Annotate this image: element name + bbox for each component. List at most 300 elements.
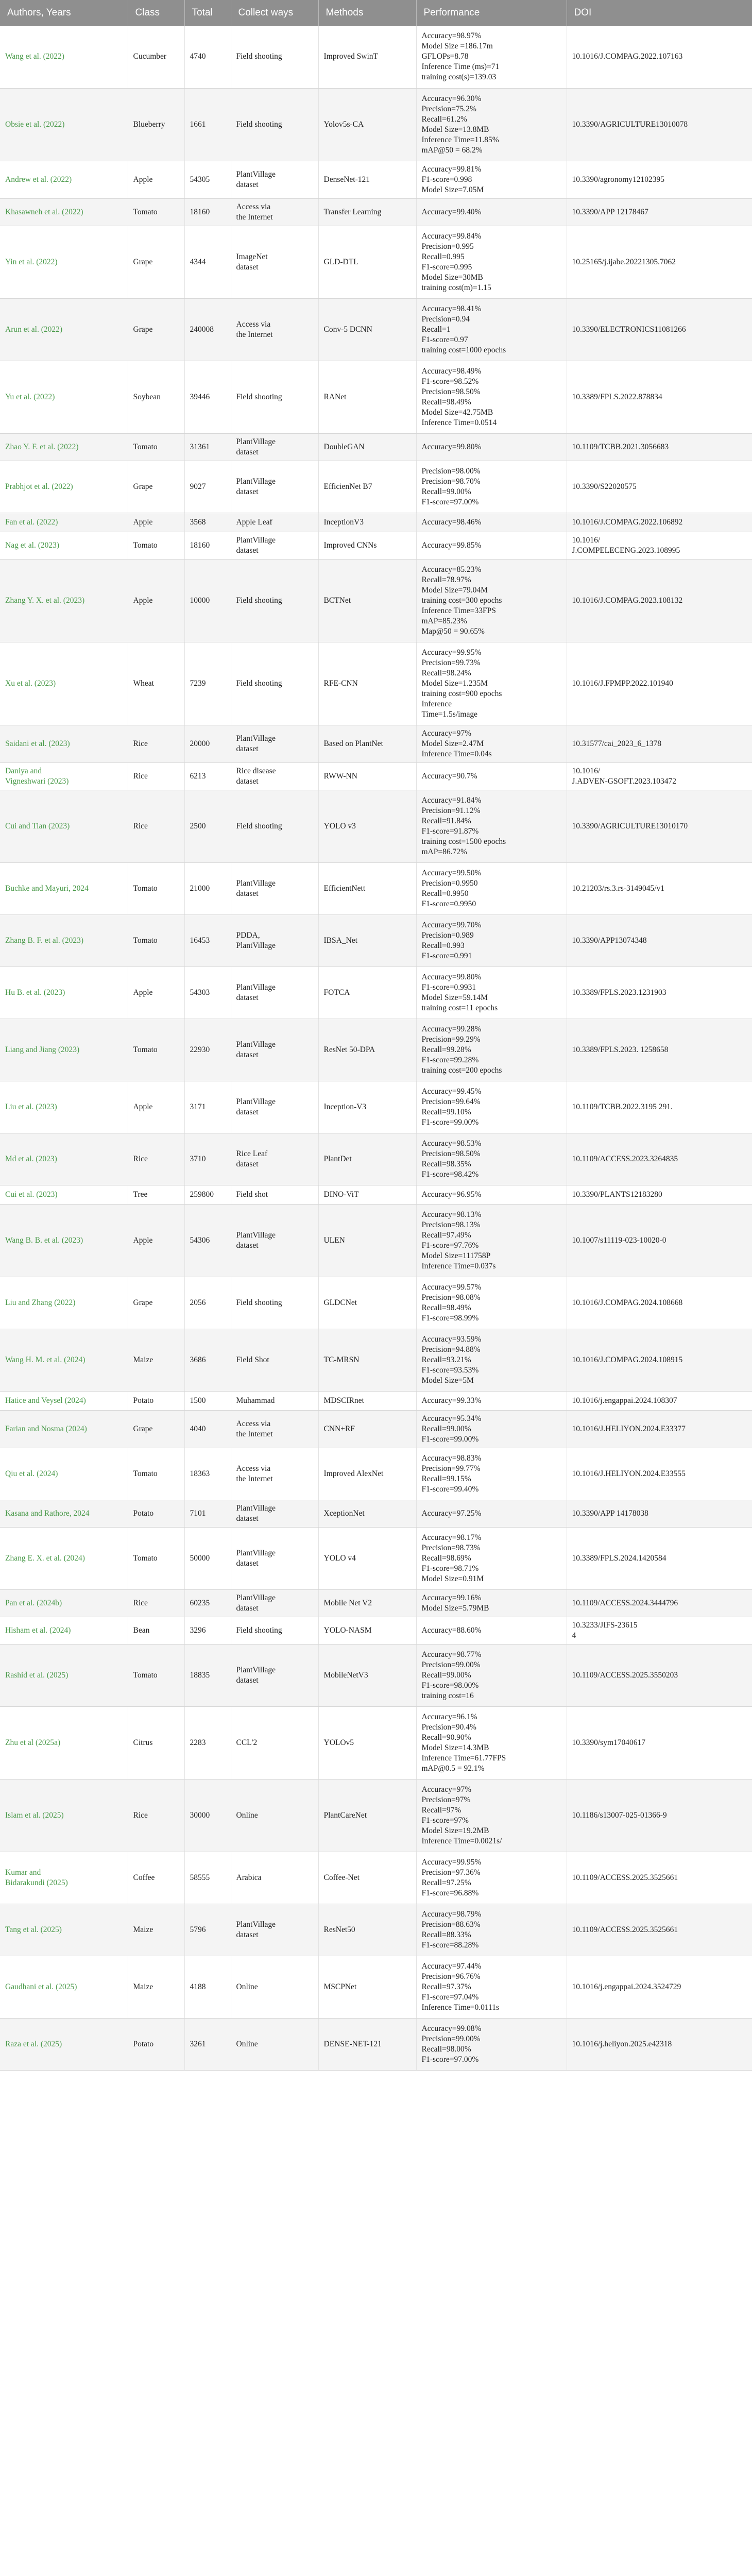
author-cell[interactable]: Xu et al. (2023) bbox=[0, 642, 128, 725]
total-cell: 54306 bbox=[184, 1204, 231, 1277]
performance-cell: Accuracy=98.41% Precision=0.94 Recall=1 F1-score=0.97 training cost=1000 epochs bbox=[416, 298, 567, 361]
performance-cell: Accuracy=96.95% bbox=[416, 1185, 567, 1204]
collect-ways-cell: Field shooting bbox=[231, 1617, 318, 1644]
class-cell: Maize bbox=[128, 1956, 184, 2018]
author-cell[interactable]: Yin et al. (2022) bbox=[0, 226, 128, 298]
method-cell: GLD-DTL bbox=[318, 226, 416, 298]
author-cell[interactable]: Obsie et al. (2022) bbox=[0, 88, 128, 161]
collect-ways-cell: Rice disease dataset bbox=[231, 762, 318, 790]
class-cell: Potato bbox=[128, 1500, 184, 1527]
performance-cell: Accuracy=99.85% bbox=[416, 532, 567, 559]
table-row bbox=[0, 1527, 752, 1589]
author-cell[interactable]: Wang B. B. et al. (2023) bbox=[0, 1204, 128, 1277]
author-cell[interactable]: Islam et al. (2025) bbox=[0, 1779, 128, 1852]
performance-cell: Accuracy=99.40% bbox=[416, 198, 567, 226]
collect-ways-cell: PlantVillage dataset bbox=[231, 862, 318, 914]
total-cell: 31361 bbox=[184, 433, 231, 461]
method-cell: MSCPNet bbox=[318, 1956, 416, 2018]
doi-cell[interactable]: 10.1016/J.COMPAG.2022.107163 bbox=[567, 26, 752, 88]
table-row bbox=[0, 88, 752, 161]
table-row bbox=[0, 1019, 752, 1081]
method-cell: EfficienNet B7 bbox=[318, 461, 416, 513]
class-cell: Apple bbox=[128, 513, 184, 532]
table-row bbox=[0, 26, 752, 88]
collect-ways-cell: Arabica bbox=[231, 1852, 318, 1904]
doi-cell[interactable]: 10.3390/AGRICULTURE13010078 bbox=[567, 88, 752, 161]
collect-ways-cell: Field shooting bbox=[231, 790, 318, 862]
doi-cell[interactable]: 10.3390/ELECTRONICS11081266 bbox=[567, 298, 752, 361]
method-cell: Improved CNNs bbox=[318, 532, 416, 559]
performance-cell: Accuracy=99.16% Model Size=5.79MB bbox=[416, 1589, 567, 1617]
class-cell: Apple bbox=[128, 1204, 184, 1277]
collect-ways-cell: Access via the Internet bbox=[231, 1448, 318, 1500]
table-row bbox=[0, 1133, 752, 1185]
collect-ways-cell: PlantVillage dataset bbox=[231, 725, 318, 762]
author-cell[interactable]: Zhang B. F. et al. (2023) bbox=[0, 914, 128, 967]
method-cell: DENSE-NET-121 bbox=[318, 2018, 416, 2070]
method-cell: Improved SwinT bbox=[318, 26, 416, 88]
method-cell: Yolov5s-CA bbox=[318, 88, 416, 161]
total-cell: 54305 bbox=[184, 161, 231, 198]
method-cell: GLDCNet bbox=[318, 1277, 416, 1329]
header-row bbox=[0, 0, 752, 26]
total-cell: 21000 bbox=[184, 862, 231, 914]
performance-cell: Accuracy=98.46% bbox=[416, 513, 567, 532]
performance-cell: Accuracy=99.84% Precision=0.995 Recall=0.995 F1-score=0.995 Model Size=30MB training cost(m)=1.15 bbox=[416, 226, 567, 298]
total-cell: 4040 bbox=[184, 1410, 231, 1448]
method-cell: YOLO-NASM bbox=[318, 1617, 416, 1644]
header-total: Total bbox=[184, 0, 231, 26]
total-cell: 4740 bbox=[184, 26, 231, 88]
total-cell: 2283 bbox=[184, 1706, 231, 1779]
method-cell: YOLOv5 bbox=[318, 1706, 416, 1779]
author-cell[interactable]: Liang and Jiang (2023) bbox=[0, 1019, 128, 1081]
collect-ways-cell: Apple Leaf bbox=[231, 513, 318, 532]
class-cell: Rice bbox=[128, 1589, 184, 1617]
class-cell: Tomato bbox=[128, 914, 184, 967]
author-cell[interactable]: Zhao Y. F. et al. (2022) bbox=[0, 433, 128, 461]
performance-cell: Accuracy=88.60% bbox=[416, 1617, 567, 1644]
table-row bbox=[0, 198, 752, 226]
table-row bbox=[0, 725, 752, 762]
total-cell: 3686 bbox=[184, 1329, 231, 1391]
doi-cell[interactable]: 10.3390/APP 12178467 bbox=[567, 198, 752, 226]
table-row bbox=[0, 532, 752, 559]
method-cell: RFE-CNN bbox=[318, 642, 416, 725]
table-body bbox=[0, 26, 752, 2070]
author-cell[interactable]: Farian and Nosma (2024) bbox=[0, 1410, 128, 1448]
class-cell: Apple bbox=[128, 161, 184, 198]
collect-ways-cell: Access via the Internet bbox=[231, 298, 318, 361]
table-row bbox=[0, 361, 752, 433]
method-cell: PlantCareNet bbox=[318, 1779, 416, 1852]
method-cell: ResNet50 bbox=[318, 1904, 416, 1956]
performance-cell: Accuracy=98.97% Model Size =186.17m GFLOPs=8.78 Inference Time (ms)=71 training cost(s)=139.03 bbox=[416, 26, 567, 88]
total-cell: 2056 bbox=[184, 1277, 231, 1329]
table-row bbox=[0, 1779, 752, 1852]
author-cell[interactable]: Pan et al. (2024b) bbox=[0, 1589, 128, 1617]
doi-cell[interactable]: 10.31577/cai_2023_6_1378 bbox=[567, 725, 752, 762]
performance-cell: Accuracy=85.23% Recall=78.97% Model Size=79.04M training cost=300 epochs Inference Time=33FPS mAP=85.23% Map@50 = 90.65% bbox=[416, 559, 567, 642]
table-row bbox=[0, 1500, 752, 1527]
total-cell: 60235 bbox=[184, 1589, 231, 1617]
class-cell: Apple bbox=[128, 967, 184, 1019]
author-cell[interactable]: Fan et al. (2022) bbox=[0, 513, 128, 532]
doi-cell[interactable]: 10.3390/PLANTS12183280 bbox=[567, 1185, 752, 1204]
doi-cell[interactable]: 10.25165/j.ijabe.20221305.7062 bbox=[567, 226, 752, 298]
doi-cell[interactable]: 10.3389/FPLS.2024.1420584 bbox=[567, 1527, 752, 1589]
doi-cell[interactable]: 10.1016/J.HELIYON.2024.E33377 bbox=[567, 1410, 752, 1448]
collect-ways-cell: Access via the Internet bbox=[231, 1410, 318, 1448]
author-cell[interactable]: Kasana and Rathore, 2024 bbox=[0, 1500, 128, 1527]
author-cell[interactable]: Zhang Y. X. et al. (2023) bbox=[0, 559, 128, 642]
performance-cell: Accuracy=98.77% Precision=99.00% Recall=99.00% F1-score=98.00% training cost=16 bbox=[416, 1644, 567, 1706]
method-cell: Mobile Net V2 bbox=[318, 1589, 416, 1617]
total-cell: 240008 bbox=[184, 298, 231, 361]
method-cell: DenseNet-121 bbox=[318, 161, 416, 198]
author-cell[interactable]: Zhu et al (2025a) bbox=[0, 1706, 128, 1779]
method-cell: XceptionNet bbox=[318, 1500, 416, 1527]
performance-cell: Accuracy=97% Model Size=2.47M Inference Time=0.04s bbox=[416, 725, 567, 762]
class-cell: Grape bbox=[128, 1410, 184, 1448]
doi-cell[interactable]: 10.1109/ACCESS.2024.3444796 bbox=[567, 1589, 752, 1617]
author-cell[interactable]: Hatice and Veysel (2024) bbox=[0, 1391, 128, 1410]
performance-cell: Accuracy=98.83% Precision=99.77% Recall=99.15% F1-score=99.40% bbox=[416, 1448, 567, 1500]
doi-cell[interactable]: 10.1109/ACCESS.2025.3525661 bbox=[567, 1852, 752, 1904]
method-cell: YOLO v4 bbox=[318, 1527, 416, 1589]
method-cell: EfficientNett bbox=[318, 862, 416, 914]
table-row bbox=[0, 1644, 752, 1706]
doi-cell[interactable]: 10.1109/ACCESS.2023.3264835 bbox=[567, 1133, 752, 1185]
table-row bbox=[0, 1448, 752, 1500]
performance-cell: Accuracy=98.17% Precision=98.73% Recall=98.69% F1-score=98.71% Model Size=0.91M bbox=[416, 1527, 567, 1589]
author-cell[interactable]: Liu et al. (2023) bbox=[0, 1081, 128, 1133]
method-cell: RWW-NN bbox=[318, 762, 416, 790]
method-cell: Conv-5 DCNN bbox=[318, 298, 416, 361]
collect-ways-cell: Field shooting bbox=[231, 559, 318, 642]
total-cell: 16453 bbox=[184, 914, 231, 967]
collect-ways-cell: PlantVillage dataset bbox=[231, 532, 318, 559]
table-row bbox=[0, 1329, 752, 1391]
doi-cell[interactable]: 10.1109/ACCESS.2025.3550203 bbox=[567, 1644, 752, 1706]
class-cell: Tree bbox=[128, 1185, 184, 1204]
doi-cell[interactable]: 10.1016/J.HELIYON.2024.E33555 bbox=[567, 1448, 752, 1500]
performance-cell: Accuracy=98.53% Precision=98.50% Recall=98.35% F1-score=98.42% bbox=[416, 1133, 567, 1185]
doi-cell[interactable]: 10.3389/FPLS.2022.878834 bbox=[567, 361, 752, 433]
collect-ways-cell: PlantVillage dataset bbox=[231, 1527, 318, 1589]
class-cell: Grape bbox=[128, 298, 184, 361]
performance-cell: Accuracy=98.13% Precision=98.13% Recall=97.49% F1-score=97.76% Model Size=111758P Inference Time=0.037s bbox=[416, 1204, 567, 1277]
performance-cell: Accuracy=97.44% Precision=96.76% Recall=97.37% F1-score=97.04% Inference Time=0.0111s bbox=[416, 1956, 567, 2018]
collect-ways-cell: PlantVillage dataset bbox=[231, 1644, 318, 1706]
author-cell[interactable]: Raza et al. (2025) bbox=[0, 2018, 128, 2070]
class-cell: Grape bbox=[128, 1277, 184, 1329]
doi-cell[interactable]: 10.3390/agronomy12102395 bbox=[567, 161, 752, 198]
author-cell[interactable]: Qiu et al. (2024) bbox=[0, 1448, 128, 1500]
table-row bbox=[0, 559, 752, 642]
table-row bbox=[0, 1204, 752, 1277]
class-cell: Coffee bbox=[128, 1852, 184, 1904]
table-row bbox=[0, 1081, 752, 1133]
performance-cell: Accuracy=99.80% bbox=[416, 433, 567, 461]
class-cell: Tomato bbox=[128, 532, 184, 559]
total-cell: 2500 bbox=[184, 790, 231, 862]
header-doi: DOI bbox=[567, 0, 752, 26]
doi-cell[interactable]: 10.3389/FPLS.2023.1231903 bbox=[567, 967, 752, 1019]
doi-cell[interactable]: 10.1007/s11119-023-10020-0 bbox=[567, 1204, 752, 1277]
class-cell: Apple bbox=[128, 1081, 184, 1133]
collect-ways-cell: PlantVillage dataset bbox=[231, 161, 318, 198]
author-cell[interactable]: Hu B. et al. (2023) bbox=[0, 967, 128, 1019]
class-cell: Tomato bbox=[128, 1644, 184, 1706]
doi-cell[interactable]: 10.1016/J.COMPAG.2023.108132 bbox=[567, 559, 752, 642]
author-cell[interactable]: Cui and Tian (2023) bbox=[0, 790, 128, 862]
total-cell: 7239 bbox=[184, 642, 231, 725]
total-cell: 10000 bbox=[184, 559, 231, 642]
method-cell: Inception-V3 bbox=[318, 1081, 416, 1133]
total-cell: 3568 bbox=[184, 513, 231, 532]
class-cell: Rice bbox=[128, 790, 184, 862]
collect-ways-cell: PDDA, PlantVillage bbox=[231, 914, 318, 967]
author-cell[interactable]: Rashid et al. (2025) bbox=[0, 1644, 128, 1706]
header-class: Class bbox=[128, 0, 184, 26]
author-cell[interactable]: Arun et al. (2022) bbox=[0, 298, 128, 361]
class-cell: Wheat bbox=[128, 642, 184, 725]
collect-ways-cell: Field shot bbox=[231, 1185, 318, 1204]
performance-cell: Accuracy=99.95% Precision=97.36% Recall=97.25% F1-score=96.88% bbox=[416, 1852, 567, 1904]
author-cell[interactable]: Cui et al. (2023) bbox=[0, 1185, 128, 1204]
table-row bbox=[0, 298, 752, 361]
total-cell: 3171 bbox=[184, 1081, 231, 1133]
collect-ways-cell: ImageNet dataset bbox=[231, 226, 318, 298]
collect-ways-cell: Field shooting bbox=[231, 642, 318, 725]
collect-ways-cell: Field shooting bbox=[231, 88, 318, 161]
performance-cell: Accuracy=95.34% Recall=99.00% F1-score=99.00% bbox=[416, 1410, 567, 1448]
header-performance: Performance bbox=[416, 0, 567, 26]
table-header bbox=[0, 0, 752, 26]
table-row bbox=[0, 642, 752, 725]
class-cell: Apple bbox=[128, 559, 184, 642]
class-cell: Tomato bbox=[128, 1448, 184, 1500]
doi-cell[interactable]: 10.3389/FPLS.2023. 1258658 bbox=[567, 1019, 752, 1081]
collect-ways-cell: PlantVillage dataset bbox=[231, 1019, 318, 1081]
table-row bbox=[0, 790, 752, 862]
collect-ways-cell: Online bbox=[231, 2018, 318, 2070]
class-cell: Cucumber bbox=[128, 26, 184, 88]
class-cell: Rice bbox=[128, 1779, 184, 1852]
table-row bbox=[0, 433, 752, 461]
collect-ways-cell: Muhammad bbox=[231, 1391, 318, 1410]
class-cell: Tomato bbox=[128, 862, 184, 914]
method-cell: PlantDet bbox=[318, 1133, 416, 1185]
collect-ways-cell: CCL'2 bbox=[231, 1706, 318, 1779]
doi-cell[interactable]: 10.3390/APP 14178038 bbox=[567, 1500, 752, 1527]
class-cell: Rice bbox=[128, 1133, 184, 1185]
doi-cell[interactable]: 10.1016/j.engappai.2024.3524729 bbox=[567, 1956, 752, 2018]
table-row bbox=[0, 1391, 752, 1410]
header-collect-ways: Collect ways bbox=[231, 0, 318, 26]
table-row bbox=[0, 762, 752, 790]
method-cell: RANet bbox=[318, 361, 416, 433]
performance-cell: Accuracy=93.59% Precision=94.88% Recall=93.21% F1-score=93.53% Model Size=5M bbox=[416, 1329, 567, 1391]
author-cell[interactable]: Khasawneh et al. (2022) bbox=[0, 198, 128, 226]
doi-cell[interactable]: 10.1016/J.COMPAG.2022.106892 bbox=[567, 513, 752, 532]
total-cell: 18835 bbox=[184, 1644, 231, 1706]
performance-cell: Precision=98.00% Precision=98.70% Recall=99.00% F1-score=97.00% bbox=[416, 461, 567, 513]
total-cell: 7101 bbox=[184, 1500, 231, 1527]
collect-ways-cell: Rice Leaf dataset bbox=[231, 1133, 318, 1185]
collect-ways-cell: Field Shot bbox=[231, 1329, 318, 1391]
doi-cell[interactable]: 10.1016/j.engappai.2024.108307 bbox=[567, 1391, 752, 1410]
method-cell: Improved AlexNet bbox=[318, 1448, 416, 1500]
total-cell: 259800 bbox=[184, 1185, 231, 1204]
method-cell: YOLO v3 bbox=[318, 790, 416, 862]
doi-cell[interactable]: 10.1016/J.FPMPP.2022.101940 bbox=[567, 642, 752, 725]
performance-cell: Accuracy=99.08% Precision=99.00% Recall=98.00% F1-score=97.00% bbox=[416, 2018, 567, 2070]
performance-cell: Accuracy=99.33% bbox=[416, 1391, 567, 1410]
method-cell: MDSCIRnet bbox=[318, 1391, 416, 1410]
performance-cell: Accuracy=99.57% Precision=98.08% Recall=98.49% F1-score=98.99% bbox=[416, 1277, 567, 1329]
table-row bbox=[0, 1904, 752, 1956]
total-cell: 4188 bbox=[184, 1956, 231, 2018]
method-cell: InceptionV3 bbox=[318, 513, 416, 532]
total-cell: 54303 bbox=[184, 967, 231, 1019]
collect-ways-cell: PlantVillage dataset bbox=[231, 1081, 318, 1133]
method-cell: FOTCA bbox=[318, 967, 416, 1019]
performance-cell: Accuracy=99.81% F1-score=0.998 Model Size=7.05M bbox=[416, 161, 567, 198]
class-cell: Soybean bbox=[128, 361, 184, 433]
author-cell[interactable]: Buchke and Mayuri, 2024 bbox=[0, 862, 128, 914]
class-cell: Grape bbox=[128, 226, 184, 298]
total-cell: 39446 bbox=[184, 361, 231, 433]
table-row bbox=[0, 1410, 752, 1448]
performance-cell: Accuracy=99.45% Precision=99.64% Recall=99.10% F1-score=99.00% bbox=[416, 1081, 567, 1133]
total-cell: 50000 bbox=[184, 1527, 231, 1589]
class-cell: Maize bbox=[128, 1329, 184, 1391]
doi-cell[interactable]: 10.1016/j.heliyon.2025.e42318 bbox=[567, 2018, 752, 2070]
total-cell: 5796 bbox=[184, 1904, 231, 1956]
table-row bbox=[0, 1956, 752, 2018]
total-cell: 30000 bbox=[184, 1779, 231, 1852]
class-cell: Tomato bbox=[128, 433, 184, 461]
author-cell[interactable]: Nag et al. (2023) bbox=[0, 532, 128, 559]
doi-cell[interactable]: 10.3390/sym17040617 bbox=[567, 1706, 752, 1779]
author-cell[interactable]: Gaudhani et al. (2025) bbox=[0, 1956, 128, 2018]
author-cell[interactable]: Md et al. (2023) bbox=[0, 1133, 128, 1185]
collect-ways-cell: Online bbox=[231, 1956, 318, 2018]
class-cell: Blueberry bbox=[128, 88, 184, 161]
table-row bbox=[0, 1706, 752, 1779]
total-cell: 58555 bbox=[184, 1852, 231, 1904]
author-cell[interactable]: Wang H. M. et al. (2024) bbox=[0, 1329, 128, 1391]
author-cell[interactable]: Prabhjot et al. (2022) bbox=[0, 461, 128, 513]
method-cell: DoubleGAN bbox=[318, 433, 416, 461]
table-row bbox=[0, 862, 752, 914]
collect-ways-cell: PlantVillage dataset bbox=[231, 461, 318, 513]
author-cell[interactable]: Kumar and Bidarakundi (2025) bbox=[0, 1852, 128, 1904]
author-cell[interactable]: Daniya and Vigneshwari (2023) bbox=[0, 762, 128, 790]
collect-ways-cell: Field shooting bbox=[231, 361, 318, 433]
doi-cell[interactable]: 10.1016/ J.ADVEN-GSOFT.2023.103472 bbox=[567, 762, 752, 790]
method-cell: Based on PlantNet bbox=[318, 725, 416, 762]
method-cell: MobileNetV3 bbox=[318, 1644, 416, 1706]
doi-cell[interactable]: 10.1186/s13007-025-01366-9 bbox=[567, 1779, 752, 1852]
performance-cell: Accuracy=99.28% Precision=99.29% Recall=99.28% F1-score=99.28% training cost=200 epochs bbox=[416, 1019, 567, 1081]
table-row bbox=[0, 1277, 752, 1329]
table-row bbox=[0, 161, 752, 198]
table-row bbox=[0, 967, 752, 1019]
author-cell[interactable]: Zhang E. X. et al. (2024) bbox=[0, 1527, 128, 1589]
collect-ways-cell: PlantVillage dataset bbox=[231, 1589, 318, 1617]
table-row bbox=[0, 2018, 752, 2070]
class-cell: Maize bbox=[128, 1904, 184, 1956]
class-cell: Bean bbox=[128, 1617, 184, 1644]
class-cell: Potato bbox=[128, 1391, 184, 1410]
doi-cell[interactable]: 10.1016/ J.COMPELECENG.2023.108995 bbox=[567, 532, 752, 559]
class-cell: Grape bbox=[128, 461, 184, 513]
total-cell: 1500 bbox=[184, 1391, 231, 1410]
table-row bbox=[0, 1852, 752, 1904]
table-row bbox=[0, 226, 752, 298]
performance-cell: Accuracy=99.95% Precision=99.73% Recall=98.24% Model Size=1.235M training cost=900 epochs Inference Time=1.5s/image bbox=[416, 642, 567, 725]
collect-ways-cell: PlantVillage dataset bbox=[231, 1904, 318, 1956]
total-cell: 1661 bbox=[184, 88, 231, 161]
performance-cell: Accuracy=97% Precision=97% Recall=97% F1-score=97% Model Size=19.2MB Inference Time=0.0021s/ bbox=[416, 1779, 567, 1852]
class-cell: Potato bbox=[128, 2018, 184, 2070]
doi-cell[interactable]: 10.1109/ACCESS.2025.3525661 bbox=[567, 1904, 752, 1956]
author-cell[interactable]: Saidani et al. (2023) bbox=[0, 725, 128, 762]
performance-cell: Accuracy=98.49% F1-score=98.52% Precision=98.50% Recall=98.49% Model Size=42.75MB Inference Time=0.0514 bbox=[416, 361, 567, 433]
doi-cell[interactable]: 10.1016/J.COMPAG.2024.108915 bbox=[567, 1329, 752, 1391]
doi-cell[interactable]: 10.3233/JIFS-23615 4 bbox=[567, 1617, 752, 1644]
method-cell: DINO-ViT bbox=[318, 1185, 416, 1204]
author-cell[interactable]: Liu and Zhang (2022) bbox=[0, 1277, 128, 1329]
total-cell: 3261 bbox=[184, 2018, 231, 2070]
collect-ways-cell: Field shooting bbox=[231, 1277, 318, 1329]
total-cell: 3296 bbox=[184, 1617, 231, 1644]
method-cell: CNN+RF bbox=[318, 1410, 416, 1448]
class-cell: Citrus bbox=[128, 1706, 184, 1779]
total-cell: 6213 bbox=[184, 762, 231, 790]
method-cell: Coffee-Net bbox=[318, 1852, 416, 1904]
method-cell: ResNet 50-DPA bbox=[318, 1019, 416, 1081]
doi-cell[interactable]: 10.21203/rs.3.rs-3149045/v1 bbox=[567, 862, 752, 914]
author-cell[interactable]: Yu et al. (2022) bbox=[0, 361, 128, 433]
author-cell[interactable]: Wang et al. (2022) bbox=[0, 26, 128, 88]
performance-cell: Accuracy=90.7% bbox=[416, 762, 567, 790]
header-authors: Authors, Years bbox=[0, 0, 128, 26]
class-cell: Rice bbox=[128, 725, 184, 762]
total-cell: 3710 bbox=[184, 1133, 231, 1185]
doi-cell[interactable]: 10.1016/J.COMPAG.2024.108668 bbox=[567, 1277, 752, 1329]
author-cell[interactable]: Hisham et al. (2024) bbox=[0, 1617, 128, 1644]
method-cell: ULEN bbox=[318, 1204, 416, 1277]
collect-ways-cell: Access via the Internet bbox=[231, 198, 318, 226]
collect-ways-cell: PlantVillage dataset bbox=[231, 967, 318, 1019]
total-cell: 22930 bbox=[184, 1019, 231, 1081]
collect-ways-cell: PlantVillage dataset bbox=[231, 1500, 318, 1527]
doi-cell[interactable]: 10.1109/TCBB.2021.3056683 bbox=[567, 433, 752, 461]
total-cell: 4344 bbox=[184, 226, 231, 298]
author-cell[interactable]: Tang et al. (2025) bbox=[0, 1904, 128, 1956]
performance-cell: Accuracy=91.84% Precision=91.12% Recall=91.84% F1-score=91.87% training cost=1500 epochs mAP=86.72% bbox=[416, 790, 567, 862]
doi-cell[interactable]: 10.3390/AGRICULTURE13010170 bbox=[567, 790, 752, 862]
doi-cell[interactable]: 10.1109/TCBB.2022.3195 291. bbox=[567, 1081, 752, 1133]
doi-cell[interactable]: 10.3390/S22020575 bbox=[567, 461, 752, 513]
method-cell: Transfer Learning bbox=[318, 198, 416, 226]
doi-cell[interactable]: 10.3390/APP13074348 bbox=[567, 914, 752, 967]
author-cell[interactable]: Andrew et al. (2022) bbox=[0, 161, 128, 198]
